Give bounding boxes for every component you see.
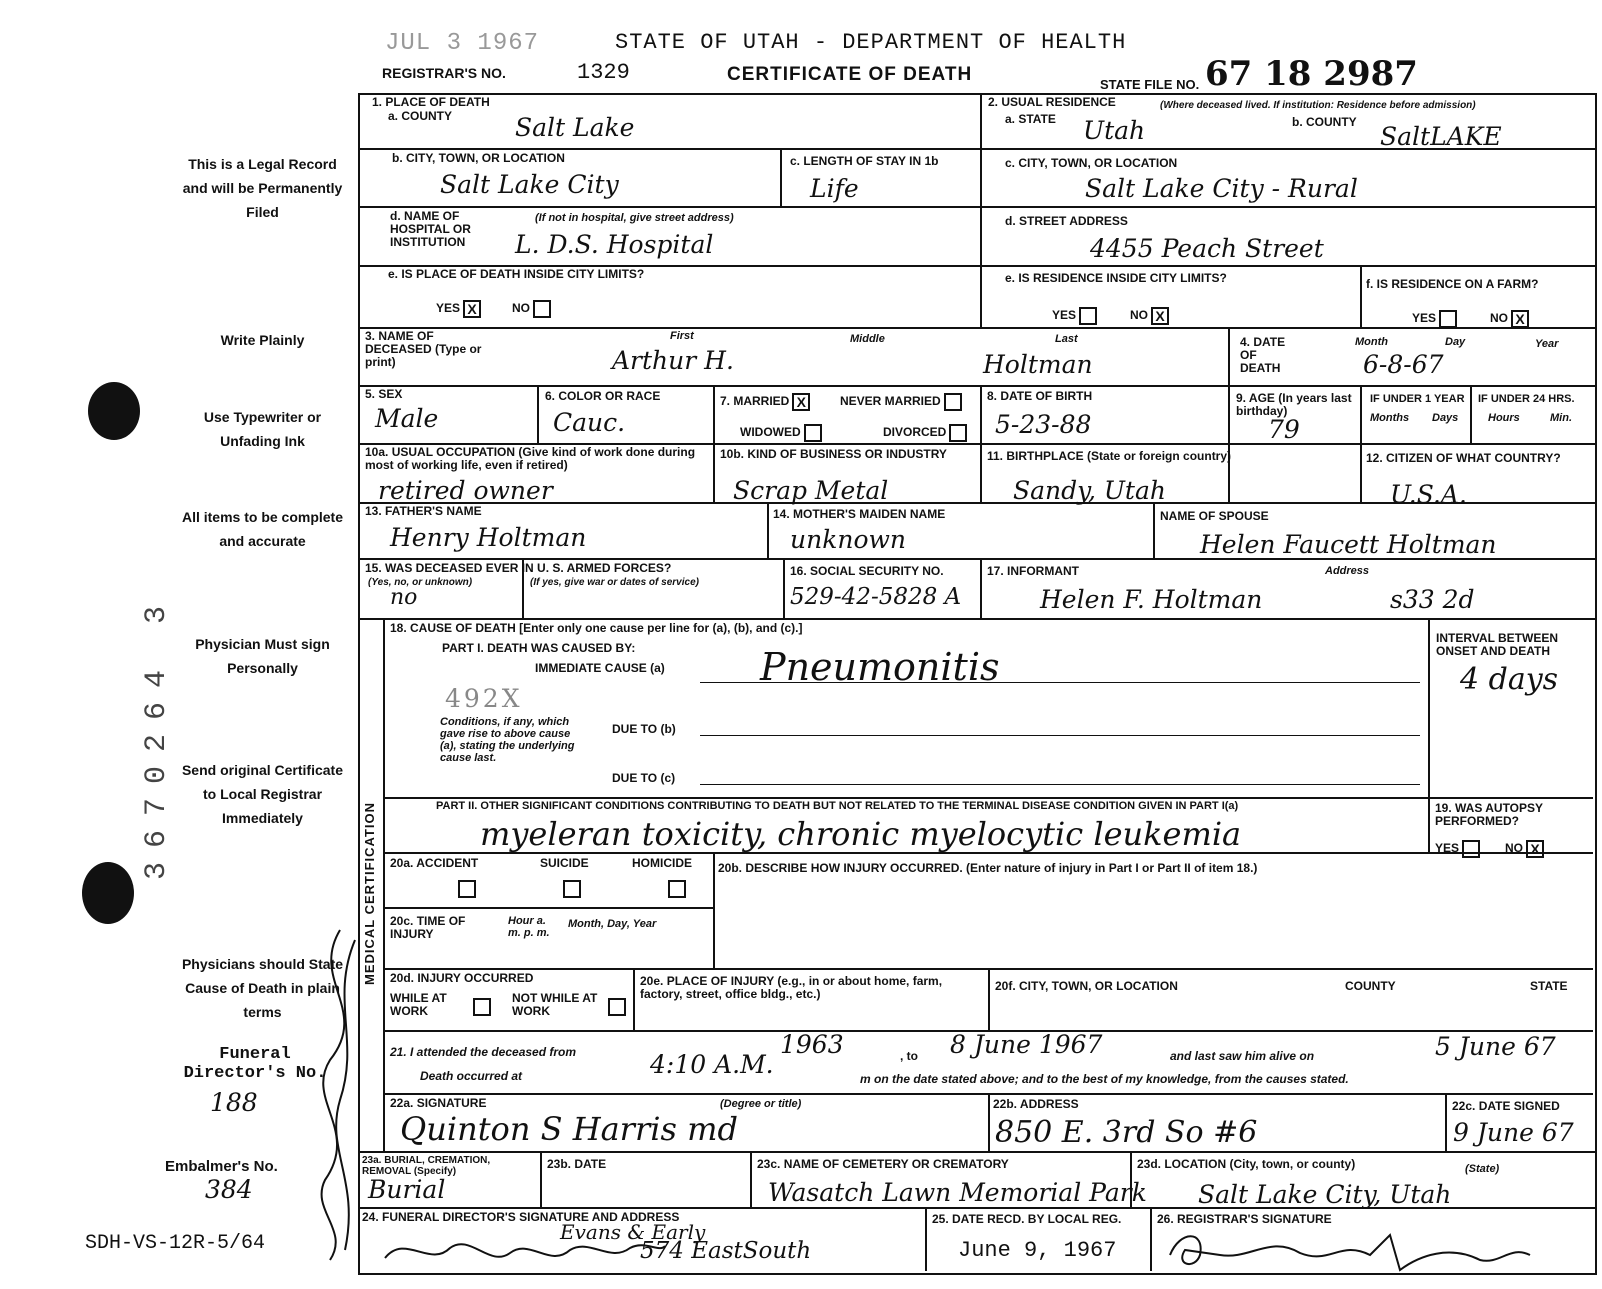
time-of-injury-label: 20c. TIME OF INJURY xyxy=(390,914,466,941)
disease-code: 492X xyxy=(445,684,523,713)
death-occurred-label: Death occurred at xyxy=(420,1069,523,1083)
death-inside-yes-checkbox[interactable]: X xyxy=(463,300,481,318)
citizen: U.S.A. xyxy=(1390,480,1467,509)
last-saw: 5 June 67 xyxy=(1435,1032,1556,1061)
homicide-checkbox[interactable] xyxy=(668,880,686,898)
birthplace: Sandy, Utah xyxy=(1013,476,1166,505)
mother-name: unknown xyxy=(790,525,907,554)
months-label: Months xyxy=(1370,412,1410,424)
occupation: retired owner xyxy=(378,476,553,505)
month-day-year-label: Month, Day, Year xyxy=(568,918,657,930)
citizen-label: 12. CITIZEN OF WHAT COUNTRY? xyxy=(1366,451,1561,465)
registrar-no: 1329 xyxy=(577,60,630,85)
farm-no-checkbox[interactable]: X xyxy=(1511,310,1529,328)
length-of-stay: Life xyxy=(810,174,859,203)
degree-label: (Degree or title) xyxy=(720,1098,802,1110)
age-label: 9. AGE (In years last birthday) xyxy=(1236,391,1352,418)
farm-no: NO X xyxy=(1490,310,1529,328)
race-label: 6. COLOR OR RACE xyxy=(545,389,661,403)
part2-label: PART II. OTHER SIGNIFICANT CONDITIONS CONTRIBUTING TO DEATH BUT NOT RELATED TO THE TERMINAL DISEASE CONDITION GIVEN IN PART I(a) xyxy=(436,800,1239,812)
never-married-checkbox[interactable] xyxy=(944,393,962,411)
injury-county-label: COUNTY xyxy=(1345,979,1396,993)
married: 7. MARRIED X xyxy=(720,393,810,411)
attended-to-label: , to xyxy=(900,1049,918,1063)
length-of-stay-label: c. LENGTH OF STAY IN 1b xyxy=(790,154,939,168)
immediate-cause-label: IMMEDIATE CAUSE (a) xyxy=(535,661,665,675)
residence-city-label: c. CITY, TOWN, OR LOCATION xyxy=(1005,156,1178,170)
armed-forces: no xyxy=(390,585,418,610)
residence-inside-no-checkbox[interactable]: X xyxy=(1151,307,1169,325)
residence-county: SaltLAKE xyxy=(1380,122,1502,151)
not-while-at-work-checkbox[interactable] xyxy=(608,998,626,1016)
deceased-name-label: 3. NAME OF DECEASED (Type or print) xyxy=(365,329,482,369)
autopsy-no: NO X xyxy=(1505,840,1544,858)
informant-label: 17. INFORMANT xyxy=(987,564,1080,578)
embalmer-label: Embalmer's No. xyxy=(165,1158,278,1175)
injury-occurred-label: 20d. INJURY OCCURRED xyxy=(390,971,534,985)
ssn: 529-42-5828 A xyxy=(790,584,962,610)
informant: Helen F. Holtman xyxy=(1040,585,1263,614)
father-name: Henry Holtman xyxy=(390,523,587,552)
physician-address-label: 22b. ADDRESS xyxy=(993,1097,1079,1111)
received-stamp: JUL 3 1967 xyxy=(385,30,540,57)
birthplace-label: 11. BIRTHPLACE (State or foreign country) xyxy=(987,449,1232,463)
residence-city: Salt Lake City - Rural xyxy=(1085,174,1358,203)
hospital-note: (If not in hospital, give street address) xyxy=(535,212,734,224)
autopsy-yes: YES xyxy=(1435,840,1480,858)
form-code: SDH-VS-12R-5/64 xyxy=(85,1232,266,1255)
burial-location-label: 23d. LOCATION (City, town, or county) xyxy=(1137,1157,1356,1171)
interval: 4 days xyxy=(1460,662,1559,697)
death-inside-no: NO xyxy=(512,300,551,318)
sex: Male xyxy=(375,404,439,433)
funeral-director: Evans & Early xyxy=(560,1220,706,1244)
physician-signature: Quinton S Harris md xyxy=(400,1110,738,1148)
age: 79 xyxy=(1268,415,1300,444)
sidebar-note-ink: Use Typewriter or Unfading Ink xyxy=(203,409,322,449)
place-of-death-heading: 1. PLACE OF DEATH xyxy=(372,95,490,109)
registrar-no-label: REGISTRAR'S NO. xyxy=(382,65,506,81)
sidebar-note-legal: This is a Legal Record and will be Permanently Filed xyxy=(182,156,343,220)
last-name-label: Last xyxy=(1055,333,1078,345)
hospital-label: d. NAME OF HOSPITAL OR INSTITUTION xyxy=(390,209,471,249)
middle-name-label: Middle xyxy=(850,333,885,345)
sidebar-note-complete: All items to be complete and accurate xyxy=(181,509,344,549)
attended-from: 1963 xyxy=(780,1030,844,1059)
attended-to: 8 June 1967 xyxy=(950,1030,1103,1059)
death-inside-no-checkbox[interactable] xyxy=(533,300,551,318)
vertical-serial-number: 3670264 3 xyxy=(140,591,174,880)
part1-label: PART I. DEATH WAS CAUSED BY: xyxy=(442,641,636,655)
street-address: 4455 Peach Street xyxy=(1090,234,1324,263)
sidebar-note-physician: Physician Must sign Personally xyxy=(195,636,330,676)
ssn-label: 16. SOCIAL SECURITY NO. xyxy=(790,564,944,578)
street-label: d. STREET ADDRESS xyxy=(1005,214,1128,228)
cause-heading: 18. CAUSE OF DEATH [Enter only one cause per line for (a), (b), and (c).] xyxy=(390,621,803,635)
burial-method-label: 23a. BURIAL, CREMATION, REMOVAL (Specify) xyxy=(362,1155,491,1177)
suicide-label: SUICIDE xyxy=(540,856,589,870)
armed-note-2: (If yes, give war or dates of service) xyxy=(530,577,699,588)
residence-inside-limits-label: e. IS RESIDENCE INSIDE CITY LIMITS? xyxy=(1005,271,1227,285)
injury-description-label: 20b. DESCRIBE HOW INJURY OCCURRED. (Enter nature of injury in Part I or Part II of item 18.) xyxy=(718,861,1258,875)
accident-label: 20a. ACCIDENT xyxy=(390,856,479,870)
father-label: 13. FATHER'S NAME xyxy=(365,504,482,518)
punch-hole-bottom xyxy=(82,862,134,924)
residence-state: Utah xyxy=(1083,116,1146,145)
farm-yes: YES xyxy=(1412,310,1457,328)
residence-inside-yes-checkbox[interactable] xyxy=(1079,307,1097,325)
residence-inside-no: NO X xyxy=(1130,307,1169,325)
funeral-director-label: Funeral Director's No. xyxy=(183,1045,327,1083)
hospital: L. D.S. Hospital xyxy=(515,230,714,259)
date-of-death-label: 4. DATE OF DEATH xyxy=(1240,335,1286,375)
due-to-c-label: DUE TO (c) xyxy=(612,771,676,785)
immediate-cause: Pneumonitis xyxy=(760,645,1000,689)
widowed: WIDOWED xyxy=(740,424,822,442)
death-county: Salt Lake xyxy=(515,113,635,142)
under-24-hrs-label: IF UNDER 24 HRS. xyxy=(1478,393,1575,405)
married-checkbox[interactable]: X xyxy=(792,393,810,411)
statement: m on the date stated above; and to the best of my knowledge, from the causes stated. xyxy=(860,1072,1349,1086)
under-1-year-label: IF UNDER 1 YEAR xyxy=(1370,393,1465,405)
date-received-label: 25. DATE RECD. BY LOCAL REG. xyxy=(932,1212,1122,1226)
homicide-label: HOMICIDE xyxy=(632,856,692,870)
date-of-birth: 5-23-88 xyxy=(995,410,1092,439)
sidebar-note-plainly: Write Plainly xyxy=(220,332,305,348)
informant-address: s33 2d xyxy=(1390,585,1475,614)
sex-label: 5. SEX xyxy=(365,387,403,401)
race: Cauc. xyxy=(553,408,626,437)
place-of-injury-label: 20e. PLACE OF INJURY (e.g., in or about home, farm, factory, street, office bldg., etc.) xyxy=(640,974,943,1001)
due-to-b-label: DUE TO (b) xyxy=(612,722,676,736)
funeral-director-signature-label: 24. FUNERAL DIRECTOR'S SIGNATURE AND ADDRESS xyxy=(362,1210,680,1224)
business-label: 10b. KIND OF BUSINESS OR INDUSTRY xyxy=(720,447,947,461)
embalmer-no: 384 xyxy=(205,1175,253,1204)
divorced: DIVORCED xyxy=(883,424,967,442)
divorced-checkbox[interactable] xyxy=(949,424,967,442)
injury-state-label: STATE xyxy=(1530,979,1568,993)
autopsy-label: 19. WAS AUTOPSY PERFORMED? xyxy=(1435,801,1543,828)
date-received: June 9, 1967 xyxy=(958,1238,1117,1263)
first-name: Arthur H. xyxy=(612,346,734,375)
occupation-label: 10a. USUAL OCCUPATION (Give kind of work done during most of working life, even if retired) xyxy=(365,445,696,472)
min-label: Min. xyxy=(1550,412,1572,424)
hours-label: Hours xyxy=(1488,412,1520,424)
funeral-director-address: 574 EastSouth xyxy=(640,1238,812,1264)
residence-state-label: a. STATE xyxy=(1005,112,1056,126)
death-time: 4:10 A.M. xyxy=(650,1050,774,1079)
residence-heading: 2. USUAL RESIDENCE xyxy=(988,95,1116,109)
funeral-director-signature-scrawl xyxy=(300,920,380,1270)
suicide-checkbox[interactable] xyxy=(563,880,581,898)
informant-address-label: Address xyxy=(1325,565,1370,577)
registrar-signature-label: 26. REGISTRAR'S SIGNATURE xyxy=(1157,1212,1332,1226)
dod-month-label: Month xyxy=(1355,336,1388,348)
date-signed-label: 22c. DATE SIGNED xyxy=(1452,1099,1560,1113)
residence-county-label: b. COUNTY xyxy=(1292,115,1357,129)
farm-yes-checkbox[interactable] xyxy=(1439,310,1457,328)
while-at-work-label: WHILE AT WORK xyxy=(390,991,447,1018)
state-file-no: 67 18 2987 xyxy=(1205,54,1418,94)
first-name-label: First xyxy=(670,330,694,342)
attended-label: 21. I attended the deceased from xyxy=(390,1045,577,1059)
death-city-label: b. CITY, TOWN, OR LOCATION xyxy=(392,151,565,165)
residence-inside-yes: YES xyxy=(1052,307,1097,325)
date-of-death: 6-8-67 xyxy=(1363,350,1444,379)
burial-state-note: (State) xyxy=(1465,1163,1500,1175)
interval-label: INTERVAL BETWEEN ONSET AND DEATH xyxy=(1436,631,1559,658)
mother-label: 14. MOTHER'S MAIDEN NAME xyxy=(773,507,946,521)
while-at-work-checkbox[interactable] xyxy=(473,998,491,1016)
medical-certification-side-label: MEDICAL CERTIFICATION xyxy=(362,801,377,985)
punch-hole-top xyxy=(88,382,140,440)
burial-date-label: 23b. DATE xyxy=(547,1157,607,1171)
dob-label: 8. DATE OF BIRTH xyxy=(987,389,1093,403)
hour-label: Hour a. m. p. m. xyxy=(508,915,550,939)
funeral-director-no: 188 xyxy=(210,1088,258,1117)
cemetery: Wasatch Lawn Memorial Park xyxy=(768,1178,1147,1207)
never-married: NEVER MARRIED xyxy=(840,393,962,411)
armed-forces-label: 15. WAS DECEASED EVER IN U. S. ARMED FORCES? xyxy=(365,561,672,575)
last-saw-label: and last saw him alive on xyxy=(1170,1049,1315,1063)
burial-location: Salt Lake City, Utah xyxy=(1198,1180,1452,1209)
funeral-director-handwritten-signature xyxy=(380,1228,670,1273)
burial-method: Burial xyxy=(368,1175,446,1204)
last-name: Holtman xyxy=(983,350,1093,379)
dod-year-label: Year xyxy=(1535,338,1559,350)
spouse-name: Helen Faucett Holtman xyxy=(1200,530,1497,559)
armed-note-1: (Yes, no, or unknown) xyxy=(368,577,473,588)
date-signed: 9 June 67 xyxy=(1453,1118,1574,1147)
agency-title: STATE OF UTAH - DEPARTMENT OF HEALTH xyxy=(615,30,1127,55)
sidebar-note-cause: Physicians should State Cause of Death in plain terms xyxy=(181,956,344,1020)
signature-label: 22a. SIGNATURE xyxy=(390,1096,487,1110)
farm-label: f. IS RESIDENCE ON A FARM? xyxy=(1366,277,1539,291)
days-label: Days xyxy=(1432,412,1459,424)
state-file-label: STATE FILE NO. xyxy=(1100,77,1200,92)
not-while-at-work-label: NOT WHILE AT WORK xyxy=(512,991,598,1018)
physician-address: 850 E. 3rd So #6 xyxy=(995,1115,1258,1150)
residence-heading-note: (Where deceased lived. If institution: Residence before admission) xyxy=(1160,100,1476,111)
part2-conditions: myeleran toxicity, chronic myelocytic leukemia xyxy=(480,815,1242,853)
business: Scrap Metal xyxy=(733,476,889,505)
autopsy-no-checkbox[interactable]: X xyxy=(1526,840,1544,858)
registrar-signature-scrawl xyxy=(1160,1225,1540,1275)
conditions-note: Conditions, if any, which gave rise to above cause (a), stating the underlying cause last. xyxy=(440,716,575,764)
widowed-checkbox[interactable] xyxy=(804,424,822,442)
autopsy-yes-checkbox[interactable] xyxy=(1462,840,1480,858)
sidebar-note-send: Send original Certificate to Local Registrar Immediately xyxy=(181,762,344,826)
certificate-title: CERTIFICATE OF DEATH xyxy=(727,64,973,85)
death-inside-limits-label: e. IS PLACE OF DEATH INSIDE CITY LIMITS? xyxy=(388,267,645,281)
death-inside-yes: YES X xyxy=(436,300,481,318)
death-city: Salt Lake City xyxy=(440,170,619,199)
dod-day-label: Day xyxy=(1445,336,1466,348)
cemetery-label: 23c. NAME OF CEMETERY OR CREMATORY xyxy=(757,1157,1009,1171)
death-county-label: a. COUNTY xyxy=(388,109,453,123)
accident-checkbox[interactable] xyxy=(458,880,476,898)
injury-city-label: 20f. CITY, TOWN, OR LOCATION xyxy=(995,979,1178,993)
spouse-label: NAME OF SPOUSE xyxy=(1160,509,1269,523)
